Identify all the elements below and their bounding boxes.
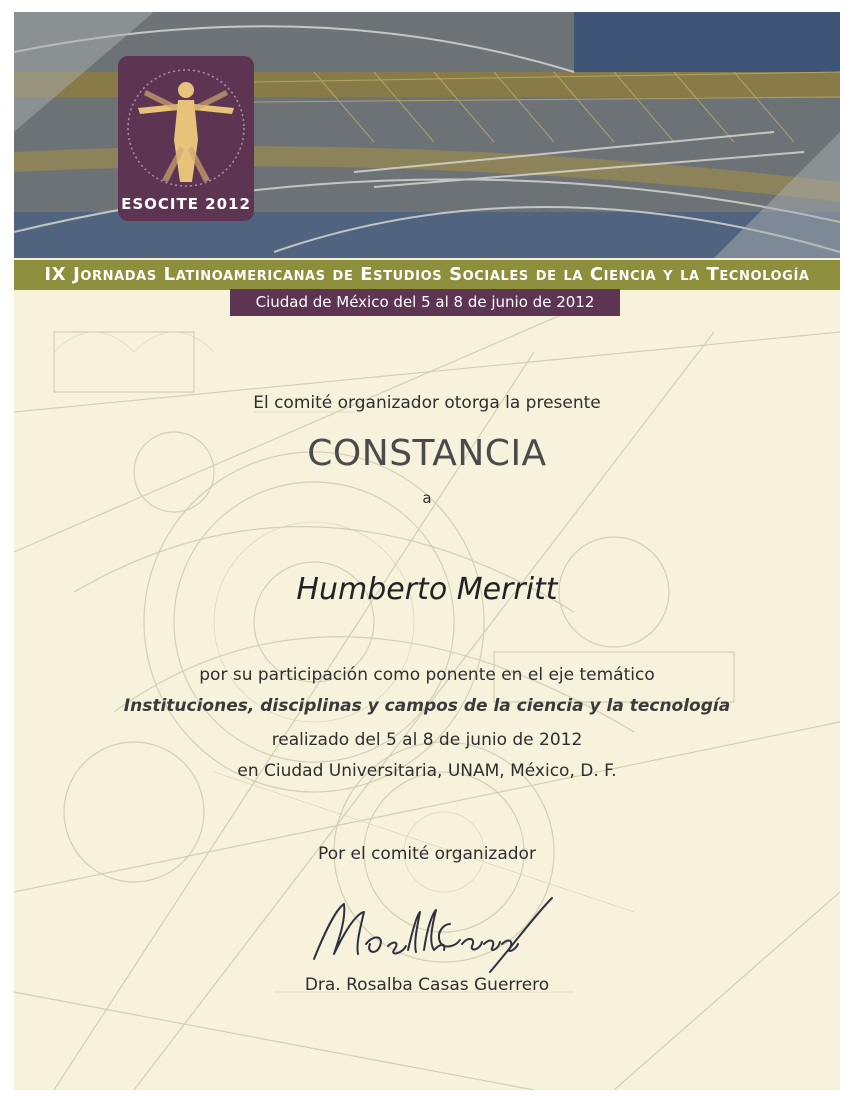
esocite-logo (118, 56, 254, 221)
event-dates: Ciudad de México del 5 al 8 de junio de 2012 (230, 289, 620, 316)
recipient-name: Humberto Merritt (296, 572, 558, 607)
intro-text: El comité organizador otorga la presente (253, 393, 601, 413)
logo-label: ESOCITE 2012 (121, 195, 251, 213)
document-title: CONSTANCIA (307, 433, 547, 474)
event-title: IX Jornadas Latinoamericanas de Estudios Sociales de la Ciencia y la Tecnología (14, 260, 840, 290)
date-text: realizado del 5 al 8 de junio de 2012 (271, 730, 583, 750)
header-banner (14, 12, 840, 258)
signature (284, 884, 564, 974)
signer-name: Dra. Rosalba Casas Guerrero (304, 975, 550, 995)
thematic-axis: Instituciones, disciplinas y campos de la ciencia y la tecnología (123, 696, 731, 716)
participation-text: por su participación como ponente en el eje temático (199, 665, 655, 685)
committee-text: Por el comité organizador (318, 844, 536, 864)
location-text: en Ciudad Universitaria, UNAM, México, D. F. (237, 761, 617, 781)
certificate-page (14, 12, 840, 1090)
connector-text: a (422, 489, 432, 507)
vitruvian-man-icon (118, 56, 254, 196)
